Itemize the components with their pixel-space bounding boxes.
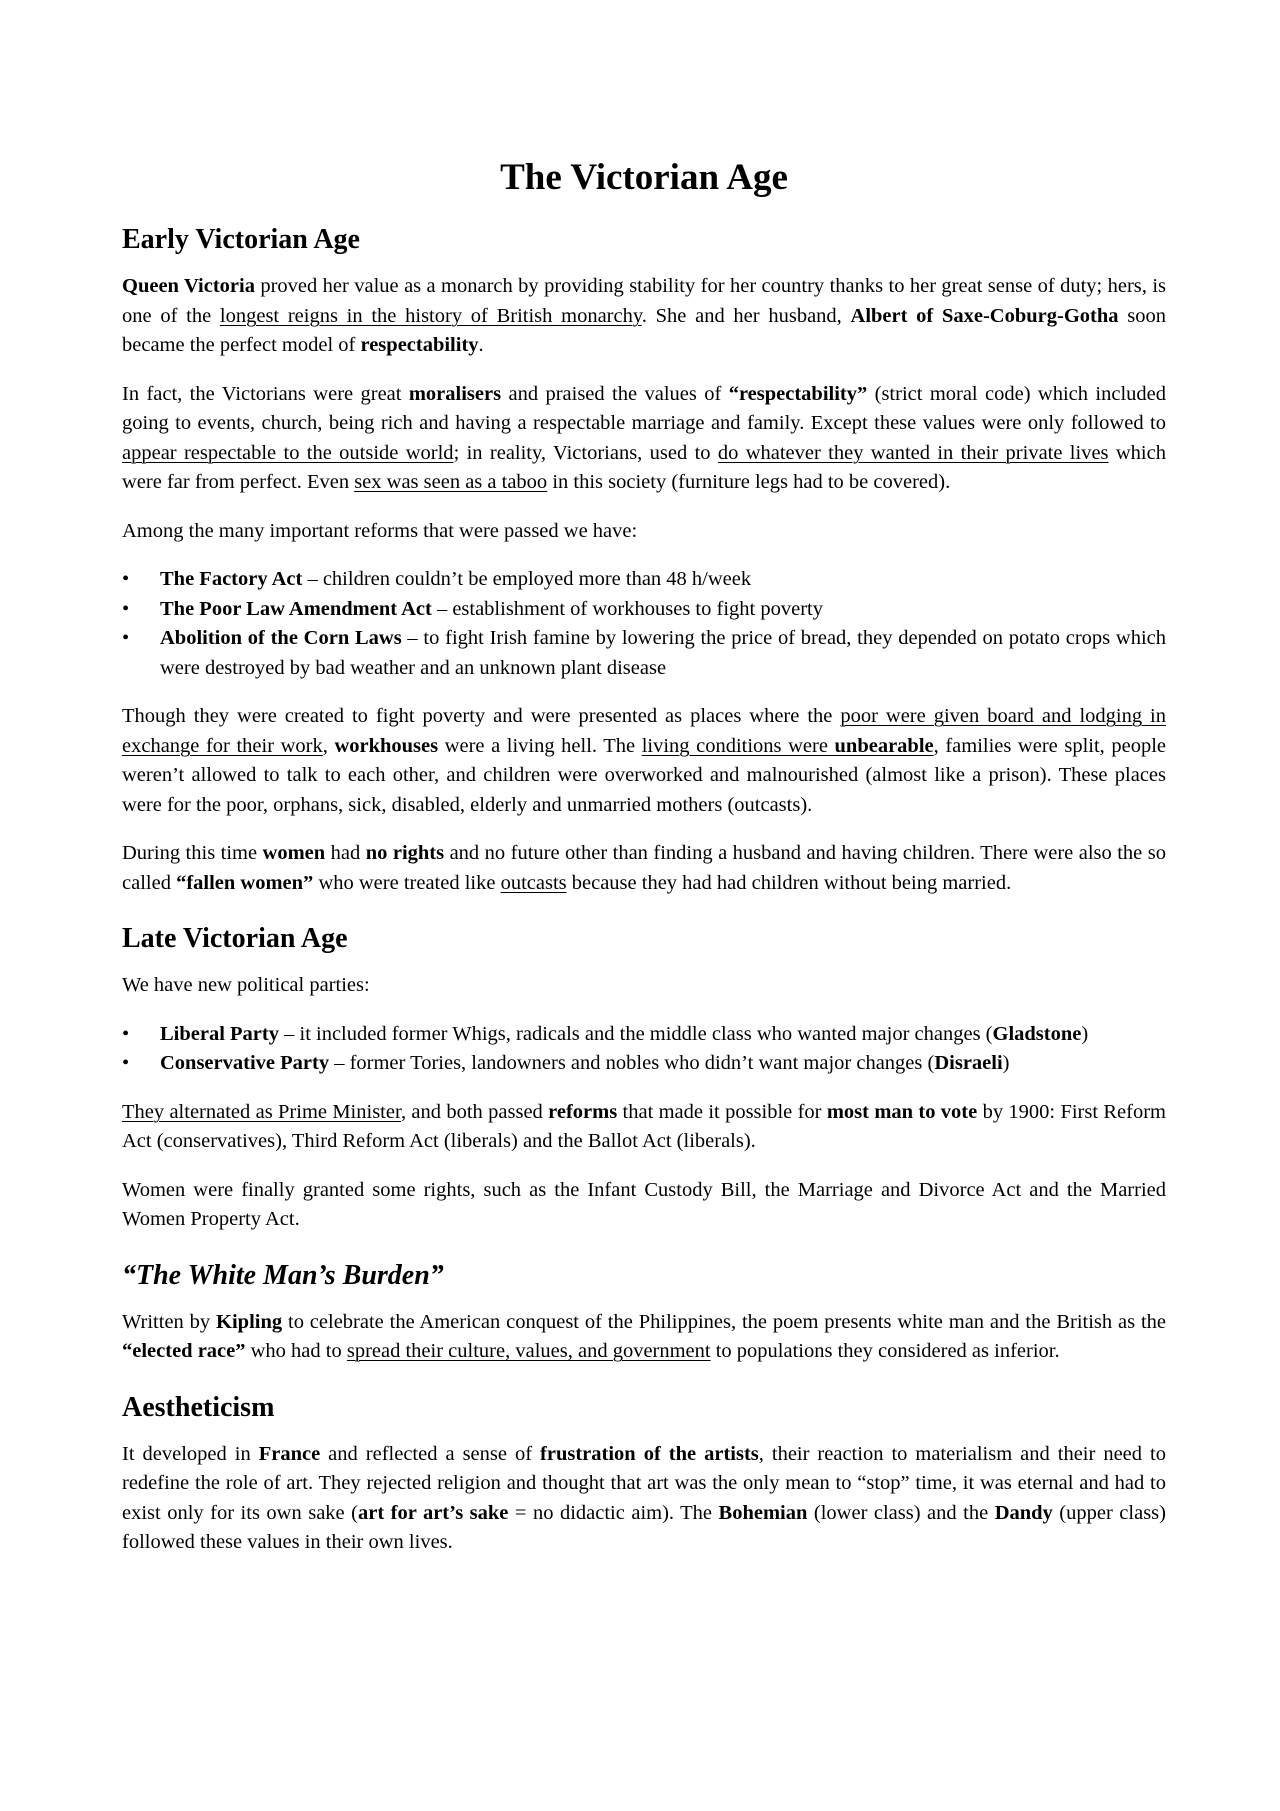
underlined-text: sex was seen as a taboo <box>354 471 548 493</box>
paragraph-reforms-intro: Among the many important reforms that were passed we have: <box>122 519 638 542</box>
paragraph-respectability: In fact, the Victorians were great moralisers and praised the values of “respectability” (strict moral code) which included going to events, church, being rich and having a respectable marriage and family. Except these values were only followed to appear respectable to the outside world; in reality, Victorians, used to do whatever they wanted in their private lives which were far from perfect. Even sex was seen as a taboo in this society (furniture legs had to be covered). <box>122 382 1166 493</box>
bullet-icon: • <box>122 1052 130 1074</box>
list-item: • The Poor Law Amendment Act – establishment of workhouses to fight poverty <box>122 595 1166 625</box>
bold-text: no rights <box>365 842 445 864</box>
paragraph-workhouses: Though they were created to fight poverty and were presented as places where the poor were given board and lodging in exchange for their work, workhouses were a living hell. The living conditions were unbearable, families were split, people weren’t allowed to talk to each other, and children were overworked and malnourished (almost like a prison). These places were for the poor, orphans, sick, disabled, elderly and unmarried mothers (outcasts). <box>122 705 1167 816</box>
bullet-icon: • <box>122 568 130 590</box>
paragraph-women-rights: Women were finally granted some rights, such as the Infant Custody Bill, the Marriage and Divorce Act and the Married Women Property Act. <box>122 1178 1166 1230</box>
bold-text: frustration of the artists <box>540 1442 759 1465</box>
paragraph-parties-intro: We have new political parties: <box>122 974 370 996</box>
paragraph-prime-minister: They alternated as Prime Minister, and both passed reforms that made it possible for most man to vote by 1900: First Reform Act (conservatives), Third Reform Act (liberals) and the Ballot Act (liberals). <box>122 1100 1166 1152</box>
bold-text: “respectability” <box>728 382 868 405</box>
bold-text: Liberal Party <box>160 1022 279 1045</box>
paragraph-kipling: Written by Kipling to celebrate the American conquest of the Philippines, the poem presents white man and the British as the “elected race” who had to spread their culture, values, and government to populations they considered as inferior. <box>122 1310 1166 1362</box>
bold-text: reforms <box>548 1100 618 1123</box>
bold-text: art for art’s sake <box>357 1501 509 1524</box>
bullet-icon: • <box>122 1022 130 1045</box>
list-item: • Abolition of the Corn Laws – to fight Irish famine by lowering the price of bread, they depended on potato crops which were destroyed by bad weather and an unknown plant disease <box>122 624 1166 683</box>
parties-list <box>122 1020 1166 1079</box>
bold-text: Queen Victoria <box>122 275 255 297</box>
bullet-icon: • <box>122 597 130 620</box>
bold-text: Dandy <box>994 1501 1053 1524</box>
reforms-list <box>122 565 1166 683</box>
bold-text: women <box>262 842 326 864</box>
underlined-text: longest reigns in the history of British monarchy <box>219 304 642 327</box>
bold-text: Conservative Party <box>160 1052 330 1074</box>
underlined-text: spread their culture, values, and government <box>346 1340 711 1362</box>
paragraph-aestheticism: It developed in France and reflected a sense of frustration of the artists, their reaction to materialism and their need to redefine the role of art. They rejected religion and thought that art was the only mean to “stop” time, it was eternal and had to exist only for its own sake (art for art’s sake = no didactic aim). The Bohemian (lower class) and the Dandy (upper class) followed these values in their own lives. <box>122 1442 1166 1553</box>
heading-early-victorian-age: Early Victorian Age <box>122 224 360 255</box>
bold-text: France <box>258 1442 321 1465</box>
heading-aestheticism: Aestheticism <box>122 1391 275 1423</box>
bold-text: Gladstone <box>992 1022 1082 1045</box>
bold-text: Disraeli <box>934 1052 1003 1074</box>
page-title: The Victorian Age <box>500 157 788 198</box>
bold-text: workhouses <box>334 734 439 757</box>
list-item: • Liberal Party – it included former Whigs, radicals and the middle class who wanted major changes (Gladstone) <box>122 1020 1166 1050</box>
bold-text: Abolition of the Corn Laws <box>160 627 402 649</box>
underlined-text: poor were given board and lodging in exchange for their work <box>122 705 1167 757</box>
underlined-text: do whatever they wanted in their private lives <box>717 441 1109 464</box>
document-content <box>122 140 1166 1577</box>
bold-text: respectability <box>360 334 479 356</box>
underlined-text: They alternated as Prime Minister <box>122 1100 401 1123</box>
underlined-text: living conditions were unbearable <box>641 734 934 757</box>
bold-text: The Factory Act <box>160 568 303 590</box>
underlined-text: outcasts <box>500 871 567 894</box>
underlined-text: appear respectable to the outside world <box>122 441 454 464</box>
heading-white-mans-burden: “The White Man’s Burden” <box>122 1259 444 1291</box>
bold-text: most man to vote <box>826 1100 978 1123</box>
bold-text: The Poor Law Amendment Act <box>160 597 432 620</box>
bold-text: Albert of Saxe-Coburg-Gotha <box>850 304 1119 327</box>
bullet-icon: • <box>122 627 130 649</box>
bold-text: Kipling <box>216 1310 283 1333</box>
paragraph-queen-victoria: Queen Victoria proved her value as a monarch by providing stability for her country thanks to her great sense of duty; hers, is one of the longest reigns in the history of British monarchy. She and her husband, Albert of Saxe-Coburg-Gotha soon became the perfect model of respectability. <box>122 275 1166 356</box>
heading-late-victorian-age: Late Victorian Age <box>122 923 348 954</box>
bold-text: Bohemian <box>718 1501 808 1524</box>
list-item: • The Factory Act – children couldn’t be employed more than 48 h/week <box>122 565 1166 595</box>
paragraph-women: During this time women had no rights and no future other than finding a husband and having children. There were also the so called “fallen women” who were treated like outcasts because they had had children without being married. <box>122 842 1166 894</box>
bold-text: “fallen women” <box>176 871 314 894</box>
list-item: • Conservative Party – former Tories, landowners and nobles who didn’t want major changes (Disraeli) <box>122 1049 1166 1079</box>
bold-text: “elected race” <box>122 1340 246 1362</box>
bold-text: moralisers <box>408 382 502 405</box>
